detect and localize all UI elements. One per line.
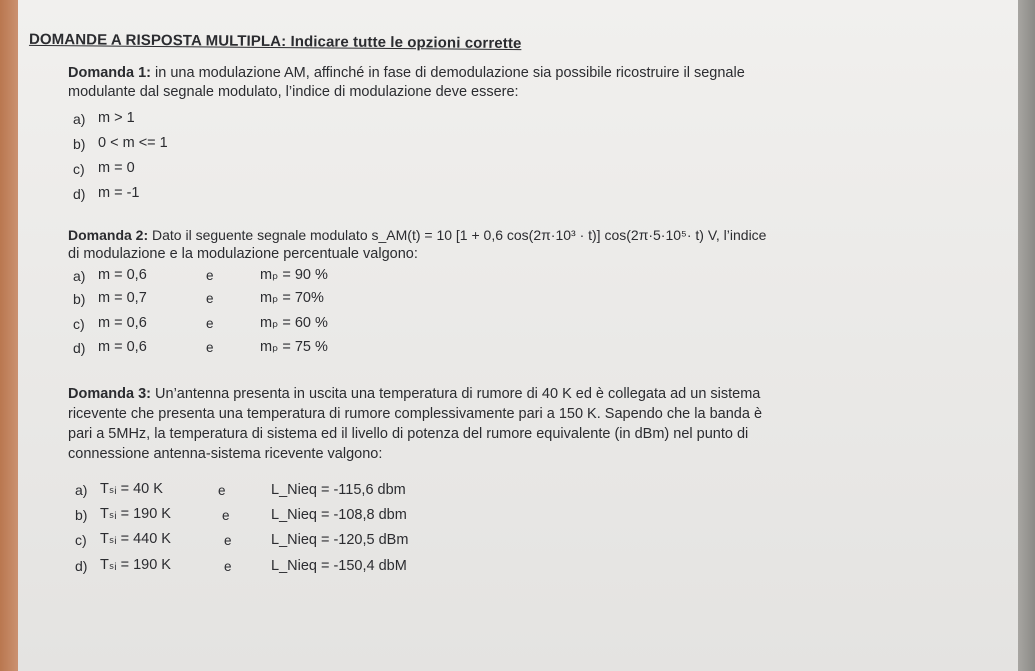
q2-label: Domanda 2: — [68, 227, 149, 243]
q1-option-a-letter: a) — [73, 111, 86, 127]
q1-text-line1: Domanda 1: in una modulazione AM, affinché in fase di demodulazione sia possibile ricostruire il segnale — [68, 65, 745, 81]
q3-option-a-conj: e — [218, 483, 226, 498]
q2-option-b-conj: e — [206, 291, 214, 306]
q2-option-d-letter: d) — [73, 340, 86, 356]
q2-option-a-mp: mₚ = 90 % — [260, 267, 328, 283]
q3-option-c-conj: e — [224, 533, 232, 548]
q2-text-line1: Domanda 2: Dato il seguente segnale modulato s_AM(t) = 10 [1 + 0,6 cos(2π·10³ · t)] cos(2π·5·10⁵· t) V, l’indice — [68, 227, 767, 243]
q3-option-a-t: Tₛᵢ = 40 K — [100, 481, 163, 497]
q3-text-line1: Domanda 3: Un’antenna presenta in uscita una temperatura di rumore di 40 K ed è collegata ad un sistema — [68, 386, 761, 402]
q1-text-line2: modulante dal segnale modulato, l’indice di modulazione deve essere: — [68, 84, 519, 100]
q1-option-b-letter: b) — [73, 136, 86, 152]
q3-option-a-letter: a) — [75, 482, 88, 498]
q3-option-b-letter: b) — [75, 507, 88, 523]
q2-option-c-m: m = 0,6 — [98, 315, 147, 331]
q3-option-d-t: Tₛᵢ = 190 K — [100, 557, 171, 573]
q3-text-line3: pari a 5MHz, la temperatura di sistema ed il livello di potenza del rumore equivalente (in dBm) nel punto di — [68, 426, 749, 442]
q2-option-a-letter: a) — [73, 268, 86, 284]
q1-label: Domanda 1: — [68, 65, 151, 81]
q2-option-b-letter: b) — [73, 291, 86, 307]
q2-option-b-m: m = 0,7 — [98, 290, 147, 306]
q2-option-a-m: m = 0,6 — [98, 267, 147, 283]
q3-option-b-conj: e — [222, 508, 230, 523]
q1-option-d-text: m = -1 — [98, 185, 140, 201]
q2-option-d-m: m = 0,6 — [98, 339, 147, 355]
q2-option-b-mp: mₚ = 70% — [260, 290, 324, 306]
q3-option-d-l: L_Nieq = -150,4 dbM — [271, 558, 407, 574]
q3-text-line2: ricevente che presenta una temperatura di rumore complessivamente pari a 150 K. Sapendo che la banda è — [68, 406, 763, 422]
q3-option-b-l: L_Nieq = -108,8 dbm — [271, 507, 407, 523]
q1-option-a-text: m > 1 — [98, 110, 135, 126]
q3-label: Domanda 3: — [68, 386, 151, 402]
paper-sheet — [18, 0, 1018, 671]
q3-option-b-t: Tₛᵢ = 190 K — [100, 506, 171, 522]
q1-option-c-letter: c) — [73, 161, 85, 177]
q2-option-c-letter: c) — [73, 316, 85, 332]
q3-option-d-conj: e — [224, 559, 232, 574]
q3-text-line4: connessione antenna-sistema ricevente valgono: — [68, 446, 383, 462]
q1-option-d-letter: d) — [73, 186, 86, 202]
q2-text-line2: di modulazione e la modulazione percentuale valgono: — [68, 246, 418, 262]
q1-option-c-text: m = 0 — [98, 160, 135, 176]
q3-option-a-l: L_Nieq = -115,6 dbm — [271, 482, 406, 498]
q2-option-d-mp: mₚ = 75 % — [260, 339, 328, 355]
q2-option-c-conj: e — [206, 316, 214, 331]
q3-option-c-letter: c) — [75, 532, 87, 548]
q1-option-b-text: 0 < m <= 1 — [98, 135, 168, 151]
q3-option-c-l: L_Nieq = -120,5 dBm — [271, 532, 409, 548]
q2-option-c-mp: mₚ = 60 % — [260, 315, 328, 331]
page-title: DOMANDE A RISPOSTA MULTIPLA: Indicare tutte le opzioni corrette — [28, 30, 522, 53]
q2-option-d-conj: e — [206, 340, 214, 355]
q3-option-d-letter: d) — [75, 558, 88, 574]
q3-option-c-t: Tₛᵢ = 440 K — [100, 531, 171, 547]
q2-option-a-conj: e — [206, 268, 214, 283]
